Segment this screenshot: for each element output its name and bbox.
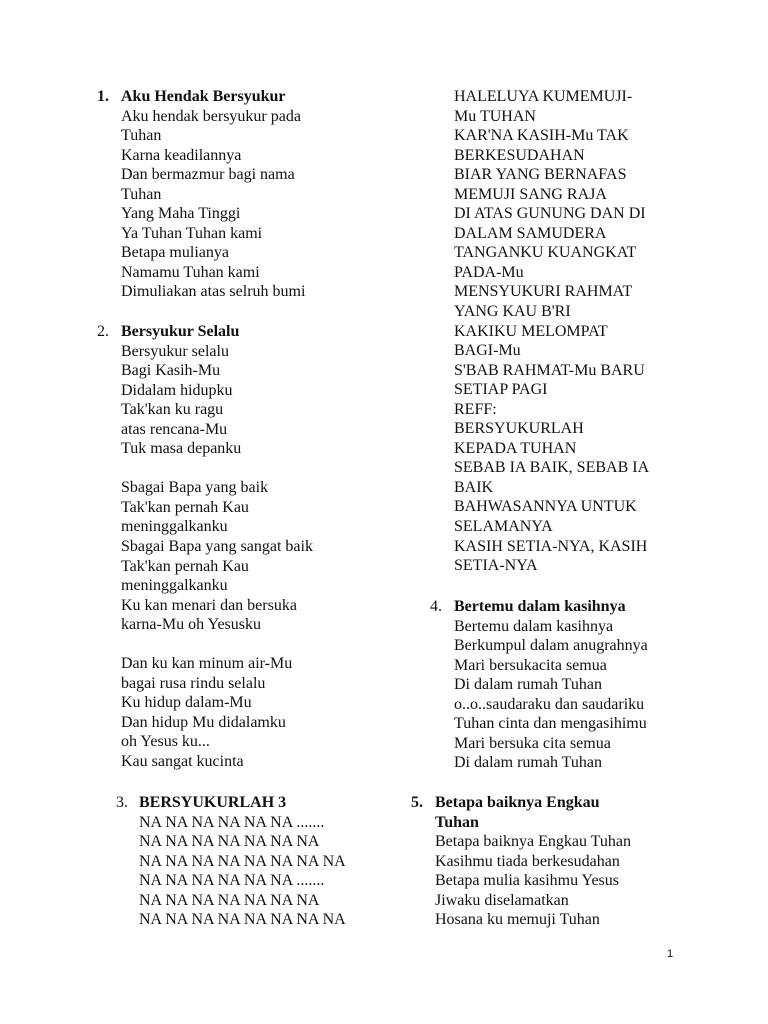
lyric-line: SETIA-NYA: [454, 557, 538, 575]
lyric-line: Betapa mulia kasihmu Yesus: [435, 872, 619, 890]
lyric-line: BERSYUKURLAH: [454, 420, 584, 438]
lyric-line: Di dalam rumah Tuhan: [454, 676, 602, 694]
lyric-line: Didalam hidupku: [121, 381, 233, 399]
song-1-title: Aku Hendak Bersyukur: [121, 88, 286, 105]
lyric-line: TANGANKU KUANGKAT: [454, 244, 637, 262]
lyric-line: Dan ku kan minum air-Mu: [121, 655, 293, 673]
song-4-number: 4.: [430, 598, 442, 615]
lyric-line: MEMUJI SANG RAJA: [454, 185, 607, 203]
lyric-line: o..o..saudaraku dan saudariku: [454, 695, 645, 713]
lyric-line: bagai rusa rindu selalu: [121, 674, 266, 692]
lyric-line: NA NA NA NA NA NA .......: [139, 872, 325, 890]
song-3-lyrics: [139, 813, 346, 930]
lyric-line: Tuhan cinta dan mengasihimu: [454, 715, 647, 733]
song-3-title: BERSYUKURLAH 3: [139, 794, 287, 811]
song-5-number: 5.: [411, 794, 423, 811]
lyric-line: Tak'kan ku ragu: [121, 401, 224, 419]
song-4-lyrics: [454, 617, 648, 773]
lyric-line: Kasihmu tiada berkesudahan: [435, 852, 620, 870]
lyric-line: KASIH SETIA-NYA, KASIH: [454, 537, 648, 555]
lyric-line: [121, 635, 313, 655]
song-2-title: Bersyukur Selalu: [121, 323, 240, 340]
song-2-number: 2.: [97, 323, 109, 340]
lyric-line: Bagi Kasih-Mu: [121, 362, 221, 380]
lyric-line: Betapa mulianya: [121, 244, 229, 262]
lyric-line: [121, 459, 313, 479]
lyric-line: Tuhan: [121, 127, 162, 145]
lyric-line: NA NA NA NA NA NA .......: [139, 813, 325, 831]
lyric-line: SEBAB IA BAIK, SEBAB IA: [454, 459, 650, 477]
lyric-line: DI ATAS GUNUNG DAN DI: [454, 205, 646, 223]
lyric-line: oh Yesus ku...: [121, 733, 210, 751]
song-1-lyrics: [121, 107, 305, 302]
lyric-line: BAGI-Mu: [454, 342, 521, 360]
lyric-line: karna-Mu oh Yesusku: [121, 616, 261, 634]
lyric-line: Sbagai Bapa yang baik: [121, 479, 269, 497]
lyric-line: Di dalam rumah Tuhan: [454, 754, 602, 772]
lyric-line: HALELUYA KUMEMUJI-: [454, 88, 633, 105]
lyric-line: Jiwaku diselamatkan: [435, 891, 569, 909]
lyric-line: MENSYUKURI RAHMAT: [454, 283, 633, 301]
lyric-line: Sbagai Bapa yang sangat baik: [121, 537, 313, 555]
song-3-number: 3.: [116, 794, 128, 811]
lyric-line: Mari bersuka cita semua: [454, 734, 611, 752]
lyric-line: Tak'kan pernah Kau: [121, 498, 249, 516]
lyric-line: Tak'kan pernah Kau: [121, 557, 249, 575]
song-5-lyrics: [435, 832, 631, 930]
lyric-line: Ku kan menari dan bersuka: [121, 596, 297, 614]
lyric-line: NA NA NA NA NA NA NA: [139, 833, 320, 851]
lyric-line: DALAM SAMUDERA: [454, 224, 607, 242]
lyric-line: Ya Tuhan Tuhan kami: [121, 224, 263, 242]
lyric-line: Hosana ku memuji Tuhan: [435, 911, 600, 929]
lyric-line: PADA-Mu: [454, 263, 524, 281]
lyric-line: BAIK: [454, 478, 494, 496]
lyric-line: YANG KAU B'RI: [454, 303, 571, 321]
lyric-line: Berkumpul dalam anugrahnya: [454, 637, 648, 655]
lyric-line: Mari bersukacita semua: [454, 656, 607, 674]
lyric-line: Bertemu dalam kasihnya: [454, 617, 614, 635]
song-4-title: Bertemu dalam kasihnya: [454, 598, 626, 615]
song-3-continued-lyrics: [454, 87, 649, 576]
page-number: 1: [667, 948, 674, 960]
lyric-line: Namamu Tuhan kami: [121, 263, 260, 281]
lyric-line: Dan bermazmur bagi nama: [121, 166, 295, 184]
lyric-line: Karna keadilannya: [121, 146, 242, 164]
song-5-title-line: Betapa baiknya Engkau: [435, 794, 600, 811]
lyric-line: Dan hidup Mu didalamku: [121, 713, 286, 731]
lyric-line: NA NA NA NA NA NA NA NA: [139, 911, 346, 929]
lyric-line: BAHWASANNYA UNTUK: [454, 498, 637, 516]
lyric-line: Bersyukur selalu: [121, 342, 229, 360]
lyric-line: KEPADA TUHAN: [454, 439, 577, 457]
lyric-line: Tuk masa depanku: [121, 440, 242, 458]
lyric-line: Tuhan: [121, 185, 162, 203]
lyric-line: meninggalkanku: [121, 518, 228, 536]
lyric-line: Betapa baiknya Engkau Tuhan: [435, 833, 631, 850]
lyric-line: Yang Maha Tinggi: [121, 205, 241, 223]
lyric-line: KAR'NA KASIH-Mu TAK: [454, 127, 629, 145]
song-5-title-line: Tuhan: [435, 813, 479, 831]
song-5-title: [435, 793, 600, 832]
lyric-line: Mu TUHAN: [454, 107, 536, 125]
song-1-number: 1.: [97, 88, 109, 105]
lyric-line: KAKIKU MELOMPAT: [454, 322, 608, 340]
lyric-line: atas rencana-Mu: [121, 420, 228, 438]
song-2-lyrics: [121, 342, 313, 772]
lyric-line: SETIAP PAGI: [454, 381, 548, 399]
lyric-line: BIAR YANG BERNAFAS: [454, 166, 627, 184]
lyric-line: SELAMANYA: [454, 518, 553, 536]
lyric-line: NA NA NA NA NA NA NA NA: [139, 852, 346, 870]
lyric-line: NA NA NA NA NA NA NA: [139, 891, 320, 909]
lyric-line: S'BAB RAHMAT-Mu BARU: [454, 361, 645, 379]
lyric-line: Dimuliakan atas selruh bumi: [121, 283, 306, 301]
lyric-line: Kau sangat kucinta: [121, 752, 244, 770]
lyric-line: Ku hidup dalam-Mu: [121, 694, 252, 712]
lyric-line: meninggalkanku: [121, 577, 228, 595]
lyric-line: Aku hendak bersyukur pada: [121, 107, 301, 125]
lyric-line: REFF:: [454, 400, 497, 418]
lyric-line: BERKESUDAHAN: [454, 146, 585, 164]
